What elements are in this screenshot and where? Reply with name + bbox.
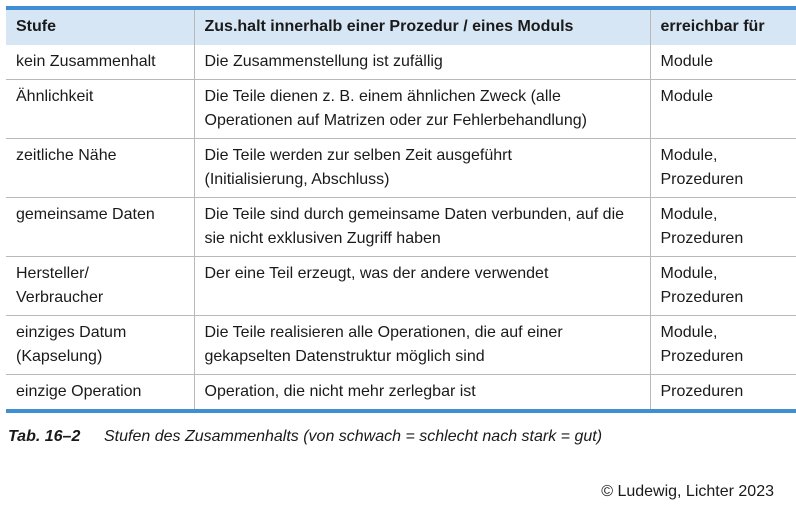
header-zusammenhalt: Zus.halt innerhalb einer Prozedur / eines Moduls bbox=[194, 10, 650, 45]
cell-text: Module, Prozeduren bbox=[660, 147, 744, 188]
cell-beschreibung bbox=[194, 45, 650, 80]
cell-text: zeitliche Nähe bbox=[16, 147, 117, 164]
cell-text: Module bbox=[660, 53, 713, 70]
cell-beschreibung bbox=[194, 80, 650, 139]
table-caption bbox=[8, 428, 602, 446]
cell-erreichbar bbox=[650, 257, 796, 316]
cell-text: Module, Prozeduren bbox=[660, 206, 744, 247]
cell-erreichbar bbox=[650, 198, 796, 257]
caption-label: Tab. 16–2 bbox=[8, 428, 81, 445]
cohesion-table bbox=[6, 6, 796, 413]
header-erreichbar: erreichbar für bbox=[650, 10, 796, 45]
cell-text: Die Zusammenstellung ist zufällig bbox=[204, 53, 443, 70]
caption-text: Stufen des Zusammenhalts (von schwach = schlecht nach stark = gut) bbox=[104, 428, 603, 445]
cell-text: Die Teile sind durch gemeinsame Daten verbunden, auf die sie nicht exklusiven Zugriff haben bbox=[204, 206, 625, 247]
cell-text: Module, Prozeduren bbox=[660, 265, 744, 306]
cell-stufe bbox=[6, 198, 194, 257]
cell-text: Hersteller/ Verbraucher bbox=[16, 265, 104, 306]
cell-text: Prozeduren bbox=[660, 383, 744, 400]
cell-text: kein Zusammenhalt bbox=[16, 53, 156, 70]
cell-text: Die Teile werden zur selben Zeit ausgeführt (Initialisierung, Abschluss) bbox=[204, 147, 512, 188]
cell-stufe bbox=[6, 80, 194, 139]
cell-text: Der eine Teil erzeugt, was der andere verwendet bbox=[204, 265, 549, 282]
table-row bbox=[6, 316, 796, 375]
table-row bbox=[6, 80, 796, 139]
cell-text: Module bbox=[660, 88, 713, 105]
cell-stufe bbox=[6, 316, 194, 375]
table-row bbox=[6, 257, 796, 316]
cell-text: Operation, die nicht mehr zerlegbar ist bbox=[204, 383, 476, 400]
cell-stufe bbox=[6, 139, 194, 198]
header-row bbox=[6, 10, 796, 45]
copyright-notice: © Ludewig, Lichter 2023 bbox=[601, 483, 774, 500]
cell-beschreibung bbox=[194, 139, 650, 198]
cell-text: Die Teile realisieren alle Operationen, die auf einer gekapselten Datenstruktur möglich sind bbox=[204, 324, 563, 365]
cell-erreichbar bbox=[650, 139, 796, 198]
cell-text: gemeinsame Daten bbox=[16, 206, 155, 223]
cell-text: Ähnlichkeit bbox=[16, 88, 94, 105]
cell-erreichbar bbox=[650, 316, 796, 375]
table-row bbox=[6, 45, 796, 80]
cell-stufe bbox=[6, 45, 194, 80]
cohesion-table-grid bbox=[6, 10, 796, 409]
cell-beschreibung bbox=[194, 198, 650, 257]
cell-erreichbar bbox=[650, 45, 796, 80]
table-row bbox=[6, 139, 796, 198]
cell-stufe bbox=[6, 375, 194, 410]
table-row bbox=[6, 198, 796, 257]
cell-stufe bbox=[6, 257, 194, 316]
cell-erreichbar bbox=[650, 375, 796, 410]
cell-text: Die Teile dienen z. B. einem ähnlichen Zweck (alle Operationen auf Matrizen oder zur Fehlerbehandlung) bbox=[204, 88, 587, 129]
table-header bbox=[6, 10, 796, 45]
cell-text: einziges Datum (Kapselung) bbox=[16, 324, 127, 365]
table-row bbox=[6, 375, 796, 410]
cell-text: einzige Operation bbox=[16, 383, 142, 400]
cell-erreichbar bbox=[650, 80, 796, 139]
cell-beschreibung bbox=[194, 316, 650, 375]
cell-text: Module, Prozeduren bbox=[660, 324, 744, 365]
table-body bbox=[6, 45, 796, 409]
cell-beschreibung bbox=[194, 375, 650, 410]
cell-beschreibung bbox=[194, 257, 650, 316]
header-stufe: Stufe bbox=[6, 10, 194, 45]
